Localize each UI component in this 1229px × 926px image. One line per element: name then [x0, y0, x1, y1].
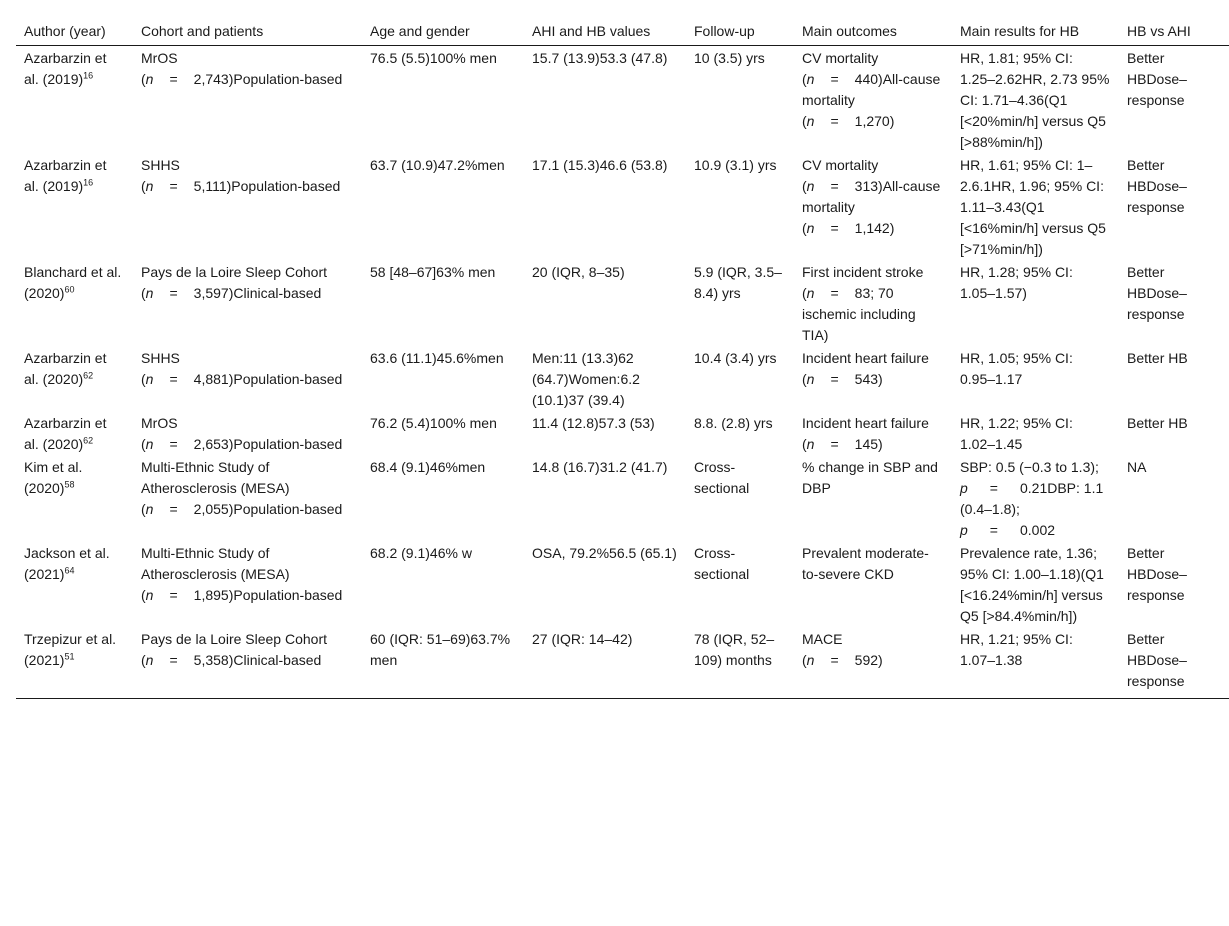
table-container: [16, 17, 1229, 699]
cell-follow-up: 5.9 (IQR, 3.5–8.4) yrs: [694, 264, 782, 301]
cell-results: HR, 1.21; 95% CI: 1.07–1.38: [952, 628, 1119, 699]
cell-author: Azarbarzin et al. $(2020)^{62}$: [24, 350, 107, 387]
cell-age-gender: 76.5 (5.5)100% men: [370, 50, 497, 66]
cell-cohort: SHHS (n = 5,111)Population-based: [141, 157, 341, 194]
cell-follow-up: 10.4 (3.4) yrs: [694, 350, 777, 366]
table-row: [16, 412, 1229, 456]
header-cohort: Cohort and patients: [133, 17, 362, 46]
cell-hb-vs-ahi: Better HB: [1127, 350, 1188, 366]
cell-results: SBP: 0.5 (−0.3 to 1.3); p = 0.21DBP: 1.1 (0.4–1.8); p = 0.002: [960, 459, 1104, 538]
table-row: [16, 261, 1229, 347]
header-main-outcomes: Main outcomes: [794, 17, 952, 46]
table-row: [16, 456, 1229, 542]
cell-hb-vs-ahi: Better HB: [1127, 415, 1188, 431]
cell-outcomes: CV mortality (n = 440)All-cause mortality (n = 1,270): [802, 50, 941, 129]
cell-age-gender: 68.2 (9.1)46% w: [370, 545, 472, 561]
cell-results: Prevalence rate, 1.36; 95% CI: 1.00–1.18)(Q1 [<16.24%min/h] versus Q5 [>84.4%min/h]): [960, 545, 1104, 624]
cell-hb-vs-ahi: Better HBDose–response: [1127, 545, 1187, 603]
cell-outcomes: First incident stroke (n = 83; 70 ischemic including TIA): [802, 264, 924, 343]
cell-results: HR, 1.28; 95% CI: 1.05–1.57): [960, 264, 1073, 301]
cell-cohort: SHHS (n = 4,881)Population-based: [141, 350, 343, 387]
cell-ahi-hb: OSA, 79.2%56.5 (65.1): [532, 545, 677, 561]
cell-cohort: Multi-Ethnic Study of Atherosclerosis (MESA) (n = 2,055)Population-based: [141, 459, 343, 517]
cell-outcomes: MACE (n = 592): [794, 628, 952, 699]
cell-age-gender: 76.2 (5.4)100% men: [370, 415, 497, 431]
cell-age-gender: 60 (IQR: 51–69)63.7% men: [362, 628, 524, 699]
cell-cohort: MrOS (n = 2,653)Population-based: [141, 415, 343, 452]
cell-follow-up: 10 (3.5) yrs: [694, 50, 765, 66]
header-follow-up: Follow-up: [686, 17, 794, 46]
cell-age-gender: 58 [48–67]63% men: [370, 264, 496, 280]
cell-author: Trzepizur et al. $(2021)^{51}$: [16, 628, 133, 699]
cell-follow-up: 8.8. (2.8) yrs: [694, 415, 773, 431]
cell-age-gender: 63.6 (11.1)45.6%men: [370, 350, 504, 366]
cell-outcomes: Prevalent moderate-to-severe CKD: [802, 545, 929, 582]
table-row: [16, 154, 1229, 261]
cell-results: HR, 1.81; 95% CI: 1.25–2.62HR, 2.73 95% CI: 1.71–4.36(Q1 [<20%min/h] versus Q5 [>88%min/h]): [960, 50, 1110, 150]
table-row: [16, 46, 1229, 155]
cell-follow-up: 10.9 (3.1) yrs: [694, 157, 777, 173]
cell-author: Azarbarzin et al. $(2020)^{62}$: [24, 415, 107, 452]
cell-hb-vs-ahi: NA: [1127, 459, 1147, 475]
cell-results: HR, 1.05; 95% CI: 0.95–1.17: [960, 350, 1073, 387]
cell-ahi-hb: 17.1 (15.3)46.6 (53.8): [532, 157, 668, 173]
cell-ahi-hb: 20 (IQR, 8–35): [532, 264, 625, 280]
data-table: [16, 17, 1229, 699]
cell-hb-vs-ahi: Better HBDose–response: [1119, 628, 1229, 699]
cell-follow-up: Cross-sectional: [694, 459, 750, 496]
header-hb-vs-ahi: HB vs AHI: [1119, 17, 1229, 46]
header-main-results: Main results for HB: [952, 17, 1119, 46]
cell-author: Azarbarzin et al. $(2019)^{16}$: [24, 157, 107, 194]
cell-results: HR, 1.22; 95% CI: 1.02–1.45: [960, 415, 1073, 452]
cell-age-gender: 63.7 (10.9)47.2%men: [370, 157, 505, 173]
table-row: [16, 347, 1229, 412]
header-age-gender: Age and gender: [362, 17, 524, 46]
cell-cohort: MrOS (n = 2,743)Population-based: [141, 50, 343, 87]
cell-outcomes: Incident heart failure (n = 543): [802, 350, 929, 387]
cell-cohort: Pays de la Loire Sleep Cohort (n = 5,358)Clinical-based: [133, 628, 362, 699]
table-row: [16, 628, 1229, 699]
table-header-row: [16, 17, 1229, 46]
cell-ahi-hb: Men:11 (13.3)62 (64.7)Women:6.2 (10.1)37 (39.4): [532, 350, 640, 408]
cell-outcomes: CV mortality (n = 313)All-cause mortality (n = 1,142): [802, 157, 941, 236]
cell-ahi-hb: 14.8 (16.7)31.2 (41.7): [532, 459, 668, 475]
cell-follow-up: 78 (IQR, 52–109) months: [686, 628, 794, 699]
cell-ahi-hb: 27 (IQR: 14–42): [524, 628, 686, 699]
cell-cohort: Pays de la Loire Sleep Cohort (n = 3,597)Clinical-based: [141, 264, 327, 301]
cell-author: Blanchard et al. $(2020)^{60}$: [24, 264, 122, 301]
cell-outcomes: Incident heart failure (n = 145): [802, 415, 929, 452]
header-ahi-hb: AHI and HB values: [524, 17, 686, 46]
cell-author: Azarbarzin et al. $(2019)^{16}$: [24, 50, 107, 87]
cell-ahi-hb: 11.4 (12.8)57.3 (53): [532, 415, 655, 431]
table-row: [16, 542, 1229, 628]
cell-cohort: Multi-Ethnic Study of Atherosclerosis (MESA) (n = 1,895)Population-based: [141, 545, 343, 603]
cell-author: Jackson et al. $(2021)^{64}$: [24, 545, 110, 582]
cell-age-gender: 68.4 (9.1)46%men: [370, 459, 486, 475]
cell-follow-up: Cross-sectional: [694, 545, 750, 582]
header-author: Author (year): [16, 17, 133, 46]
cell-hb-vs-ahi: Better HBDose–response: [1127, 264, 1187, 322]
cell-ahi-hb: 15.7 (13.9)53.3 (47.8): [532, 50, 668, 66]
cell-results: HR, 1.61; 95% CI: 1–2.6.1HR, 1.96; 95% CI: 1.11–3.43(Q1 [<16%min/h] versus Q5 [>71%min/h]): [960, 157, 1106, 257]
cell-author: Kim et al. $(2020)^{58}$: [24, 459, 83, 496]
cell-hb-vs-ahi: Better HBDose–response: [1127, 157, 1187, 215]
cell-hb-vs-ahi: Better HBDose–response: [1127, 50, 1187, 108]
cell-outcomes: % change in SBP and DBP: [802, 459, 938, 496]
